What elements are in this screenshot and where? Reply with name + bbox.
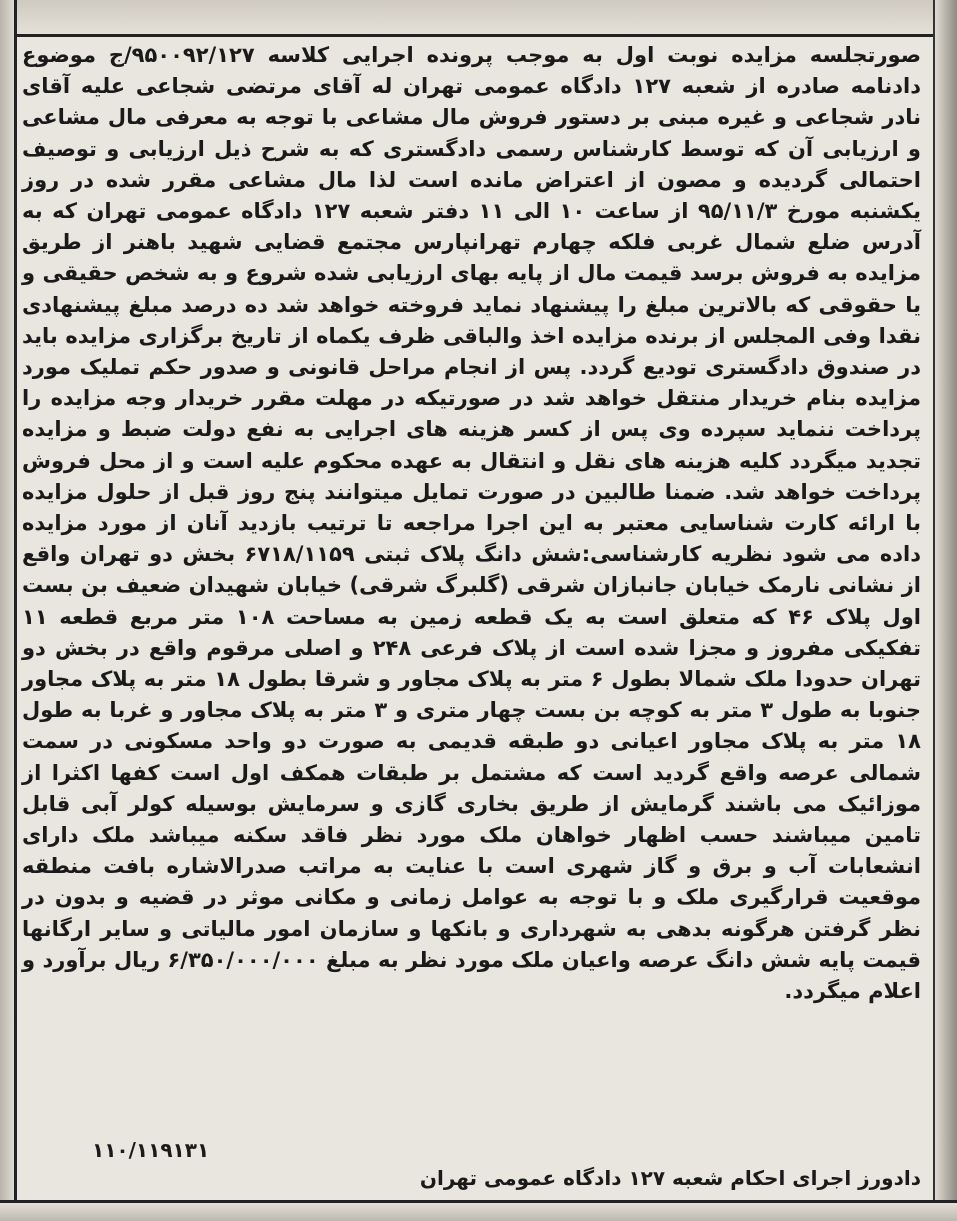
notice-signature: دادورز اجرای احکام شعبه ۱۲۷ دادگاه عمومی تهران — [419, 1166, 921, 1190]
right-border — [933, 0, 957, 1221]
notice-code: ۱۱۰/۱۱۹۱۳۱ — [92, 1138, 210, 1162]
top-border — [0, 0, 957, 37]
notice-footer — [22, 1138, 921, 1202]
bottom-border — [0, 1200, 957, 1221]
left-border — [0, 0, 17, 1221]
auction-notice-body: صورتجلسه مزایده نوبت اول به موجب پرونده اجرایی کلاسه ۹۵۰۰۹۲/۱۲۷/ج موضوع دادنامه صادره از شعبه ۱۲۷ دادگاه عمومی تهران له آقای مرتضی شجاعی علیه آقای نادر شجاعی و غیره مبنی بر دستور فروش مال مشاعی با توجه به معرفی مال مشاعی و ارزیابی آن که توسط کارشناس رسمی دادگستری که به شرح ذیل ارزیابی و توصیف احتمالی گردیده و مصون از اعتراض مانده است لذا مال مشاعی مقرر شده در روز یکشنبه مورخ ۹۵/۱۱/۳ از ساعت ۱۰ الی ۱۱ دفتر شعبه ۱۲۷ دادگاه عمومی تهران که به آدرس ضلع شمال غربی فلکه چهارم تهرانپارس مجتمع قضایی شهید باهنر از طریق مزایده به فروش برسد قیمت مال از پایه بهای ارزیابی شده شروع و به شخص حقیقی و یا حقوقی که بالاترین مبلغ را پیشنهاد نماید فروخته خواهد شد ده درصد مبلغ پیشنهادی نقدا وفی المجلس از برنده مزایده اخذ والباقی ظرف یکماه از تاریخ برگزاری مزایده باید در صندوق دادگستری تودیع گردد. پس از انجام مراحل قانونی و صدور حکم تملیک مورد مزایده بنام خریدار منتقل خواهد شد در صورتیکه در مهلت مقرر خریدار وجه مزایده را پرداخت ننماید سپرده وی پس از کسر هزینه های اجرایی به نفع دولت ضبط و مزایده تجدید میگردد کلیه هزینه های نقل و انتقال به عهده محکوم علیه است و از محل فروش پرداخت خواهد شد. ضمنا طالبین در صورت تمایل میتوانند پنج روز قبل از حلول مزایده با ارائه کارت شناسایی معتبر به این اجرا مراجعه تا ترتیب بازدید آنان از مورد مزایده داده می شود نظریه کارشناسی:شش دانگ پلاک ثبتی ۶۷۱۸/۱۱۵۹ بخش دو تهران واقع از نشانی نارمک خیابان جانبازان شرقی (گلبرگ شرقی) خیابان شهیدان ضعیف بن بست اول پلاک ۴۶ که متعلق است به یک قطعه زمین به مساحت ۱۰۸ متر مربع قطعه ۱۱ تفکیکی مفروز و مجزا شده است از پلاک فرعی ۲۴۸ و اصلی مرقوم واقع در بخش دو تهران حدودا ملک شمالا بطول ۶ متر به پلاک مجاور و شرقا بطول ۱۸ متر به پلاک مجاور جنوبا به طول ۳ متر به کوچه بن بست چهار متری و ۳ متر به پلاک مجاور و غربا به طول ۱۸ متر به پلاک مجاور اعیانی دو طبقه قدیمی به صورت دو واحد مسکونی در سمت شمالی عرصه واقع گردید است که مشتمل بر طبقات همکف اول است کفها اکثرا از موزائیک می باشند گرمایش از طریق بخاری گازی و سرمایش بوسیله کولر آبی قابل تامین میباشند حسب اظهار خواهان ملک مورد نظر فاقد سکنه میباشد ملک دارای انشعابات آب و برق و گاز شهری است با عنایت به مراتب صدرالاشاره بافت منطقه موقعیت قرارگیری ملک و با توجه به عوامل زمانی و مکانی موثر در قضیه و بدون در نظر گرفتن هرگونه بدهی به شهرداری و بانکها و سازمان امور مالیاتی و سایر ارگانها قیمت پایه شش دانگ عرصه واعیان ملک مورد نظر به مبلغ ۶/۳۵۰/۰۰۰/۰۰۰ ریال برآورد و اعلام میگردد. — [22, 43, 922, 1004]
